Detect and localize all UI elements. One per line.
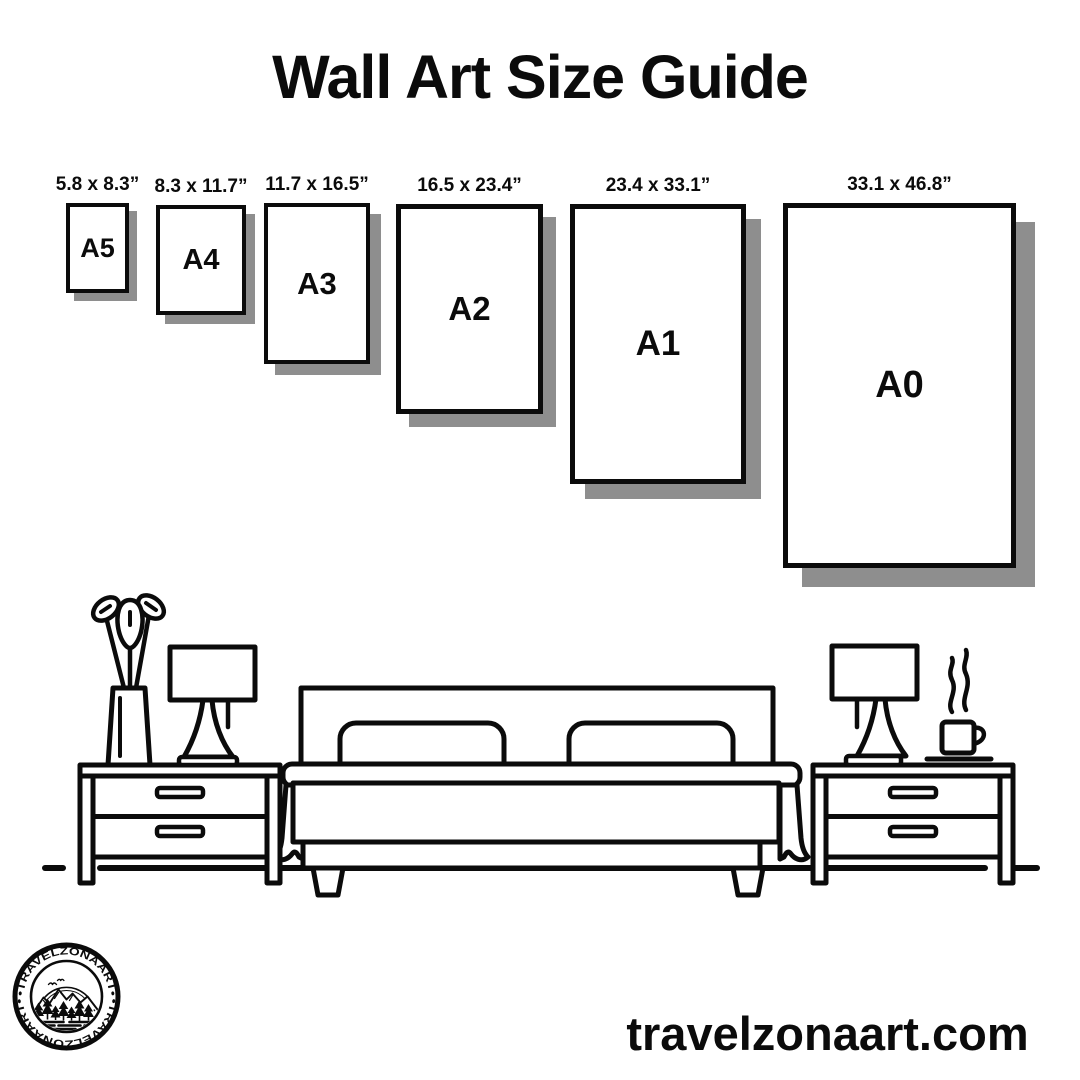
size-code-a5: A5 — [80, 232, 115, 263]
size-dimensions-a0: 33.1 x 46.8” — [847, 174, 952, 195]
lamp-base — [846, 756, 901, 765]
table-lamp-left-icon — [170, 647, 255, 765]
bed-base — [303, 842, 760, 868]
size-box-a4 — [156, 205, 246, 315]
page-title: Wall Art Size Guide — [272, 43, 808, 111]
size-code-a4: A4 — [182, 243, 220, 276]
bed-icon — [275, 688, 808, 895]
size-dimensions-a1: 23.4 x 33.1” — [605, 175, 711, 196]
size-code-a3: A3 — [297, 265, 337, 301]
badge-text-top: •TRAVELZONAART• — [14, 945, 119, 997]
bed-front — [293, 783, 779, 842]
size-box-a2 — [396, 204, 543, 414]
blanket-drape-right — [780, 785, 808, 860]
size-item-a3 — [264, 174, 370, 364]
size-dimensions-a3: 11.7 x 16.5” — [265, 174, 369, 195]
steam-icon — [950, 658, 953, 712]
lamp-stem — [184, 700, 233, 757]
lamp-base — [179, 757, 237, 765]
size-item-a2 — [396, 175, 543, 414]
lamp-shade — [170, 647, 255, 700]
bird-icon — [58, 979, 64, 980]
size-dimensions-a5: 5.8 x 8.3” — [55, 174, 140, 195]
size-code-a2: A2 — [448, 290, 491, 327]
coffee-cup-icon — [927, 650, 991, 759]
bed-leg — [313, 868, 343, 895]
vase — [108, 688, 150, 765]
steam-icon — [964, 650, 967, 710]
size-box-a5 — [66, 203, 129, 293]
travelzonaart-logo — [6, 936, 127, 1057]
plant-vase-icon — [89, 591, 169, 765]
size-item-a1 — [570, 175, 746, 484]
badge-inner-ring — [31, 961, 102, 1032]
lamp-stem — [857, 699, 906, 756]
size-box-a3 — [264, 203, 370, 364]
bedroom-illustration — [0, 580, 1080, 910]
lamp-shade — [832, 646, 917, 699]
size-box-a0 — [783, 203, 1016, 568]
bed-leg — [733, 868, 763, 895]
size-item-a4 — [154, 176, 248, 315]
size-code-a0: A0 — [875, 364, 924, 406]
size-dimensions-a4: 8.3 x 11.7” — [154, 176, 248, 197]
size-item-a5 — [55, 174, 140, 293]
badge-text-bottom: •TRAVELZONAART• — [13, 998, 120, 1050]
size-code-a1: A1 — [635, 324, 681, 363]
size-item-a0 — [783, 174, 1016, 568]
size-box-a1 — [570, 204, 746, 484]
website-url: travelzonaart.com — [626, 1007, 1029, 1060]
table-lamp-right-icon — [832, 646, 917, 765]
size-dimensions-a2: 16.5 x 23.4” — [417, 175, 522, 196]
cup-body — [942, 722, 974, 753]
